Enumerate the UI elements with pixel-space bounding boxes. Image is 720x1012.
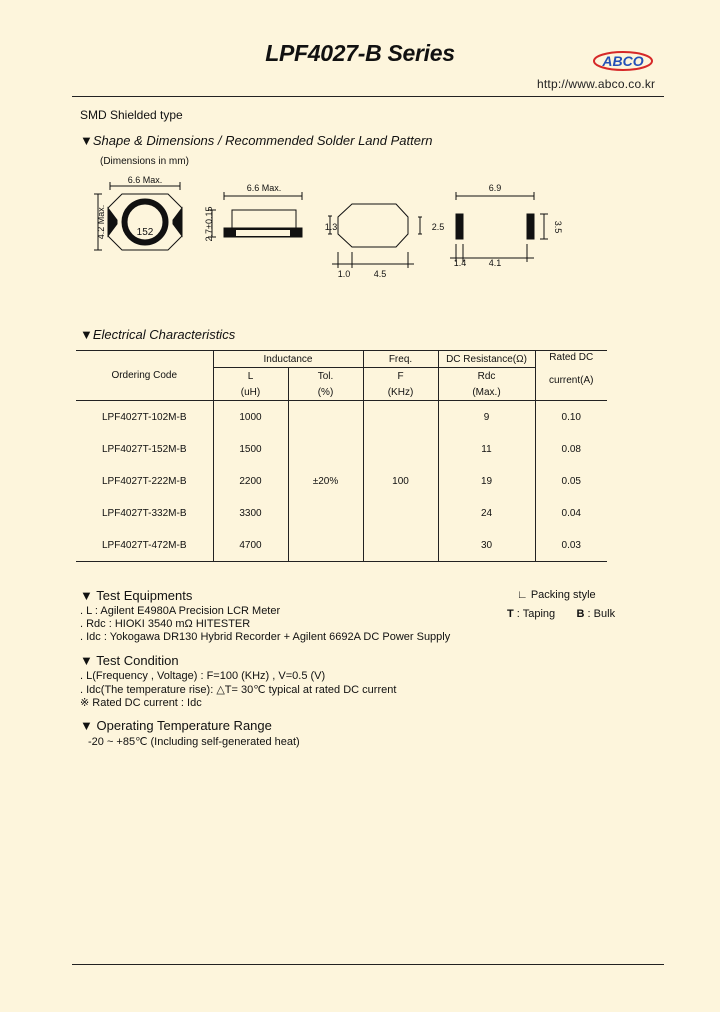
- triangle-icon: ▼: [80, 133, 93, 148]
- shape-heading: ▼Shape & Dimensions / Recommended Solder Land Pattern: [80, 133, 433, 148]
- col-tol: Tol.: [288, 368, 363, 385]
- dim-top-height: 4.2 Max.: [96, 204, 106, 240]
- dim-side-height: 2.7±0.15: [204, 206, 214, 242]
- col-rated: Rated DC current(A): [535, 351, 607, 401]
- marking-text: 152: [136, 227, 154, 238]
- test-condition-heading: ▼ Test Condition: [80, 653, 179, 668]
- equipment-line: . L : Agilent E4980A Precision LCR Meter: [80, 605, 281, 617]
- side-view: [208, 192, 302, 237]
- table-row: LPF4027T-332M-B 3300 24 0.04: [76, 497, 607, 529]
- dim-base-h1: 1.3: [324, 222, 338, 232]
- dimension-drawing: [84, 172, 584, 282]
- dim-top-width: 6.6 Max.: [127, 175, 163, 185]
- website-url[interactable]: http://www.abco.co.kr: [537, 77, 656, 91]
- col-f: F: [363, 368, 438, 385]
- page-title: LPF4027-B Series: [265, 40, 455, 66]
- col-l: L: [213, 368, 288, 385]
- test-equipments-heading: ▼ Test Equipments: [80, 588, 193, 603]
- table-row: LPF4027T-102M-B 1000 ±20% 100 9 0.10: [76, 401, 607, 434]
- corner-icon: ∟: [517, 589, 528, 601]
- packing-style: ∟ Packing style: [517, 589, 596, 601]
- col-f-unit: (KHz): [363, 384, 438, 401]
- unit-note: (Dimensions in mm): [100, 156, 189, 167]
- abco-logo: [592, 50, 654, 72]
- dim-side-width: 6.6 Max.: [246, 183, 282, 193]
- base-view: [328, 204, 422, 268]
- temperature-heading: ▼ Operating Temperature Range: [80, 718, 272, 733]
- dim-base-w2: 4.5: [373, 269, 387, 279]
- col-dcr: DC Resistance(Ω): [438, 351, 535, 368]
- header-divider: [72, 96, 664, 97]
- triangle-icon: ▼: [80, 588, 93, 603]
- condition-line: ※ Rated DC current : Idc: [80, 697, 202, 709]
- col-rdc: Rdc: [438, 368, 535, 385]
- condition-line: . Idc(The temperature rise): △T= 30℃ typical at rated DC current: [80, 684, 397, 696]
- col-inductance: Inductance: [213, 351, 363, 368]
- land-pattern: [450, 192, 548, 262]
- col-freq: Freq.: [363, 351, 438, 368]
- footer-divider: [72, 964, 664, 965]
- freq-value: 100: [363, 401, 438, 562]
- triangle-icon: ▼: [80, 718, 93, 733]
- dim-land-gap: 4.1: [488, 258, 502, 268]
- equipment-line: . Rdc : HIOKI 3540 mΩ HITESTER: [80, 618, 251, 630]
- condition-line: . L(Frequency , Voltage) : F=100 (KHz) , V=0.5 (V): [80, 670, 326, 682]
- tol-value: ±20%: [288, 401, 363, 562]
- col-rdc-unit: (Max.): [438, 384, 535, 401]
- table-row: LPF4027T-472M-B 4700 30 0.03: [76, 529, 607, 562]
- col-tol-unit: (%): [288, 384, 363, 401]
- table-row: LPF4027T-222M-B 2200 19 0.05: [76, 465, 607, 497]
- electrical-table: [76, 351, 607, 562]
- electrical-heading: ▼Electrical Characteristics: [80, 327, 236, 342]
- dim-base-w1: 1.0: [337, 269, 351, 279]
- type-label: SMD Shielded type: [80, 108, 183, 122]
- dim-land-pad: 1.4: [453, 258, 467, 268]
- packing-legend: T : Taping B : Bulk: [507, 608, 616, 620]
- dim-base-h2: 2.5: [431, 222, 445, 232]
- top-view: [94, 182, 182, 250]
- table-row: LPF4027T-152M-B 1500 11 0.08: [76, 433, 607, 465]
- triangle-icon: ▼: [80, 327, 93, 342]
- equipment-line: . Idc : Yokogawa DR130 Hybrid Recorder + Agilent 6692A DC Power Supply: [80, 631, 451, 643]
- temperature-value: -20 ~ +85℃ (Including self-generated heat): [88, 736, 300, 748]
- triangle-icon: ▼: [80, 653, 93, 668]
- dim-land-height: 3.5: [553, 220, 563, 234]
- logo-text: ABCO: [602, 53, 644, 69]
- col-l-unit: (uH): [213, 384, 288, 401]
- dim-land-width: 6.9: [488, 183, 502, 193]
- col-ordering: Ordering Code: [76, 351, 213, 401]
